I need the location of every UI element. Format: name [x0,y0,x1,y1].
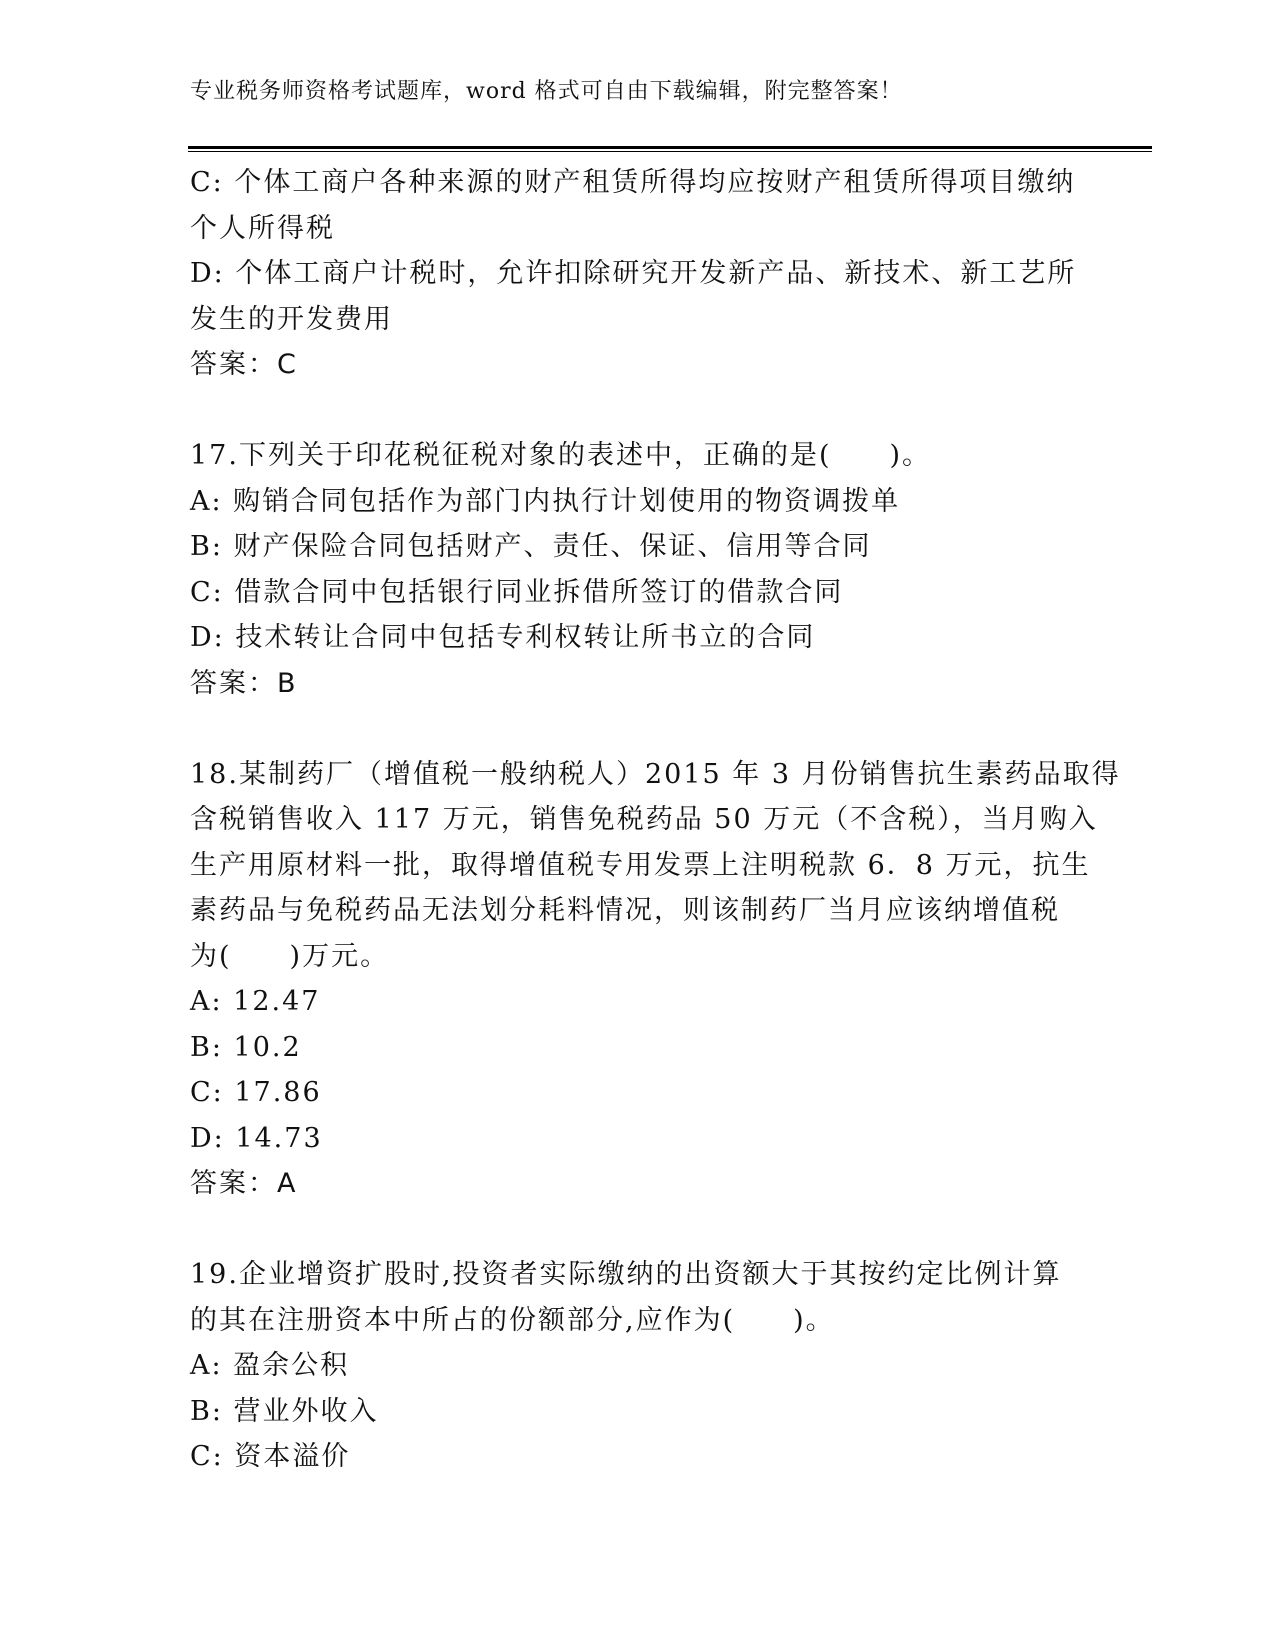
q18-option-a: A: 12.47 [190,986,321,1017]
page-content [190,160,1121,1480]
q18-stem-line2: 含税销售收入 117 万元，销售免税药品 50 万元（不含税），当月购入 [190,804,1098,835]
q18-stem-line1: 18.某制药厂（增值税一般纳税人）2015 年 3 月份销售抗生素药品取得 [190,758,1121,790]
q18-answer: 答案：A [190,1168,298,1199]
spacer [190,388,1090,434]
q19-stem-line2: 的其在注册资本中所占的份额部分,应作为( )。 [190,1304,835,1336]
q17-option-c: C: 借款合同中包括银行同业拆借所签订的借款合同 [190,576,844,608]
q19-stem-line1: 19.企业增资扩股时,投资者实际缴纳的出资额大于其按约定比例计算 [190,1259,1062,1290]
q19-option-b: B: 营业外收入 [190,1395,379,1427]
q18-option-b: B: 10.2 [190,1031,302,1063]
q19-option-a: A: 盈余公积 [190,1350,350,1381]
q16-answer: 答案：C [190,349,298,380]
page-header: 专业税务师资格考试题库，word 格式可自由下载编辑，附完整答案！ [190,79,903,104]
q17-option-a: A: 购销合同包括作为部门内执行计划使用的物资调拨单 [190,485,901,517]
q18-option-c: C: 17.86 [190,1077,322,1108]
q17-stem: 17.下列关于印花税征税对象的表述中，正确的是( )。 [190,440,932,471]
spacer [190,706,1090,752]
q18-stem-line3: 生产用原材料一批，取得增值税专用发票上注明税款 6．8 万元，抗生 [190,849,1091,881]
q17-option-d: D: 技术转让合同中包括专利权转让所书立的合同 [190,622,816,653]
q16-option-c-line2: 个人所得税 [190,212,335,244]
q16-option-d-line2: 发生的开发费用 [190,303,393,335]
q17-answer: 答案：B [190,667,298,699]
spacer [190,1207,1090,1253]
q18-stem-line5: 为( )万元。 [190,940,390,972]
q18-option-d: D: 14.73 [190,1122,323,1154]
header-rule-thin [188,151,1152,152]
header-rule-thick [188,146,1152,149]
q19-option-c: C: 资本溢价 [190,1441,351,1472]
q17-option-b: B: 财产保险合同包括财产、责任、保证、信用等合同 [190,531,872,562]
q18-stem-line4: 素药品与免税药品无法划分耗料情况，则该制药厂当月应该纳增值税 [190,895,1060,926]
q16-option-c-line1: C: 个体工商户各种来源的财产租赁所得均应按财产租赁所得项目缴纳 [190,167,1076,198]
q16-option-d-line1: D: 个体工商户计税时，允许扣除研究开发新产品、新技术、新工艺所 [190,258,1077,289]
